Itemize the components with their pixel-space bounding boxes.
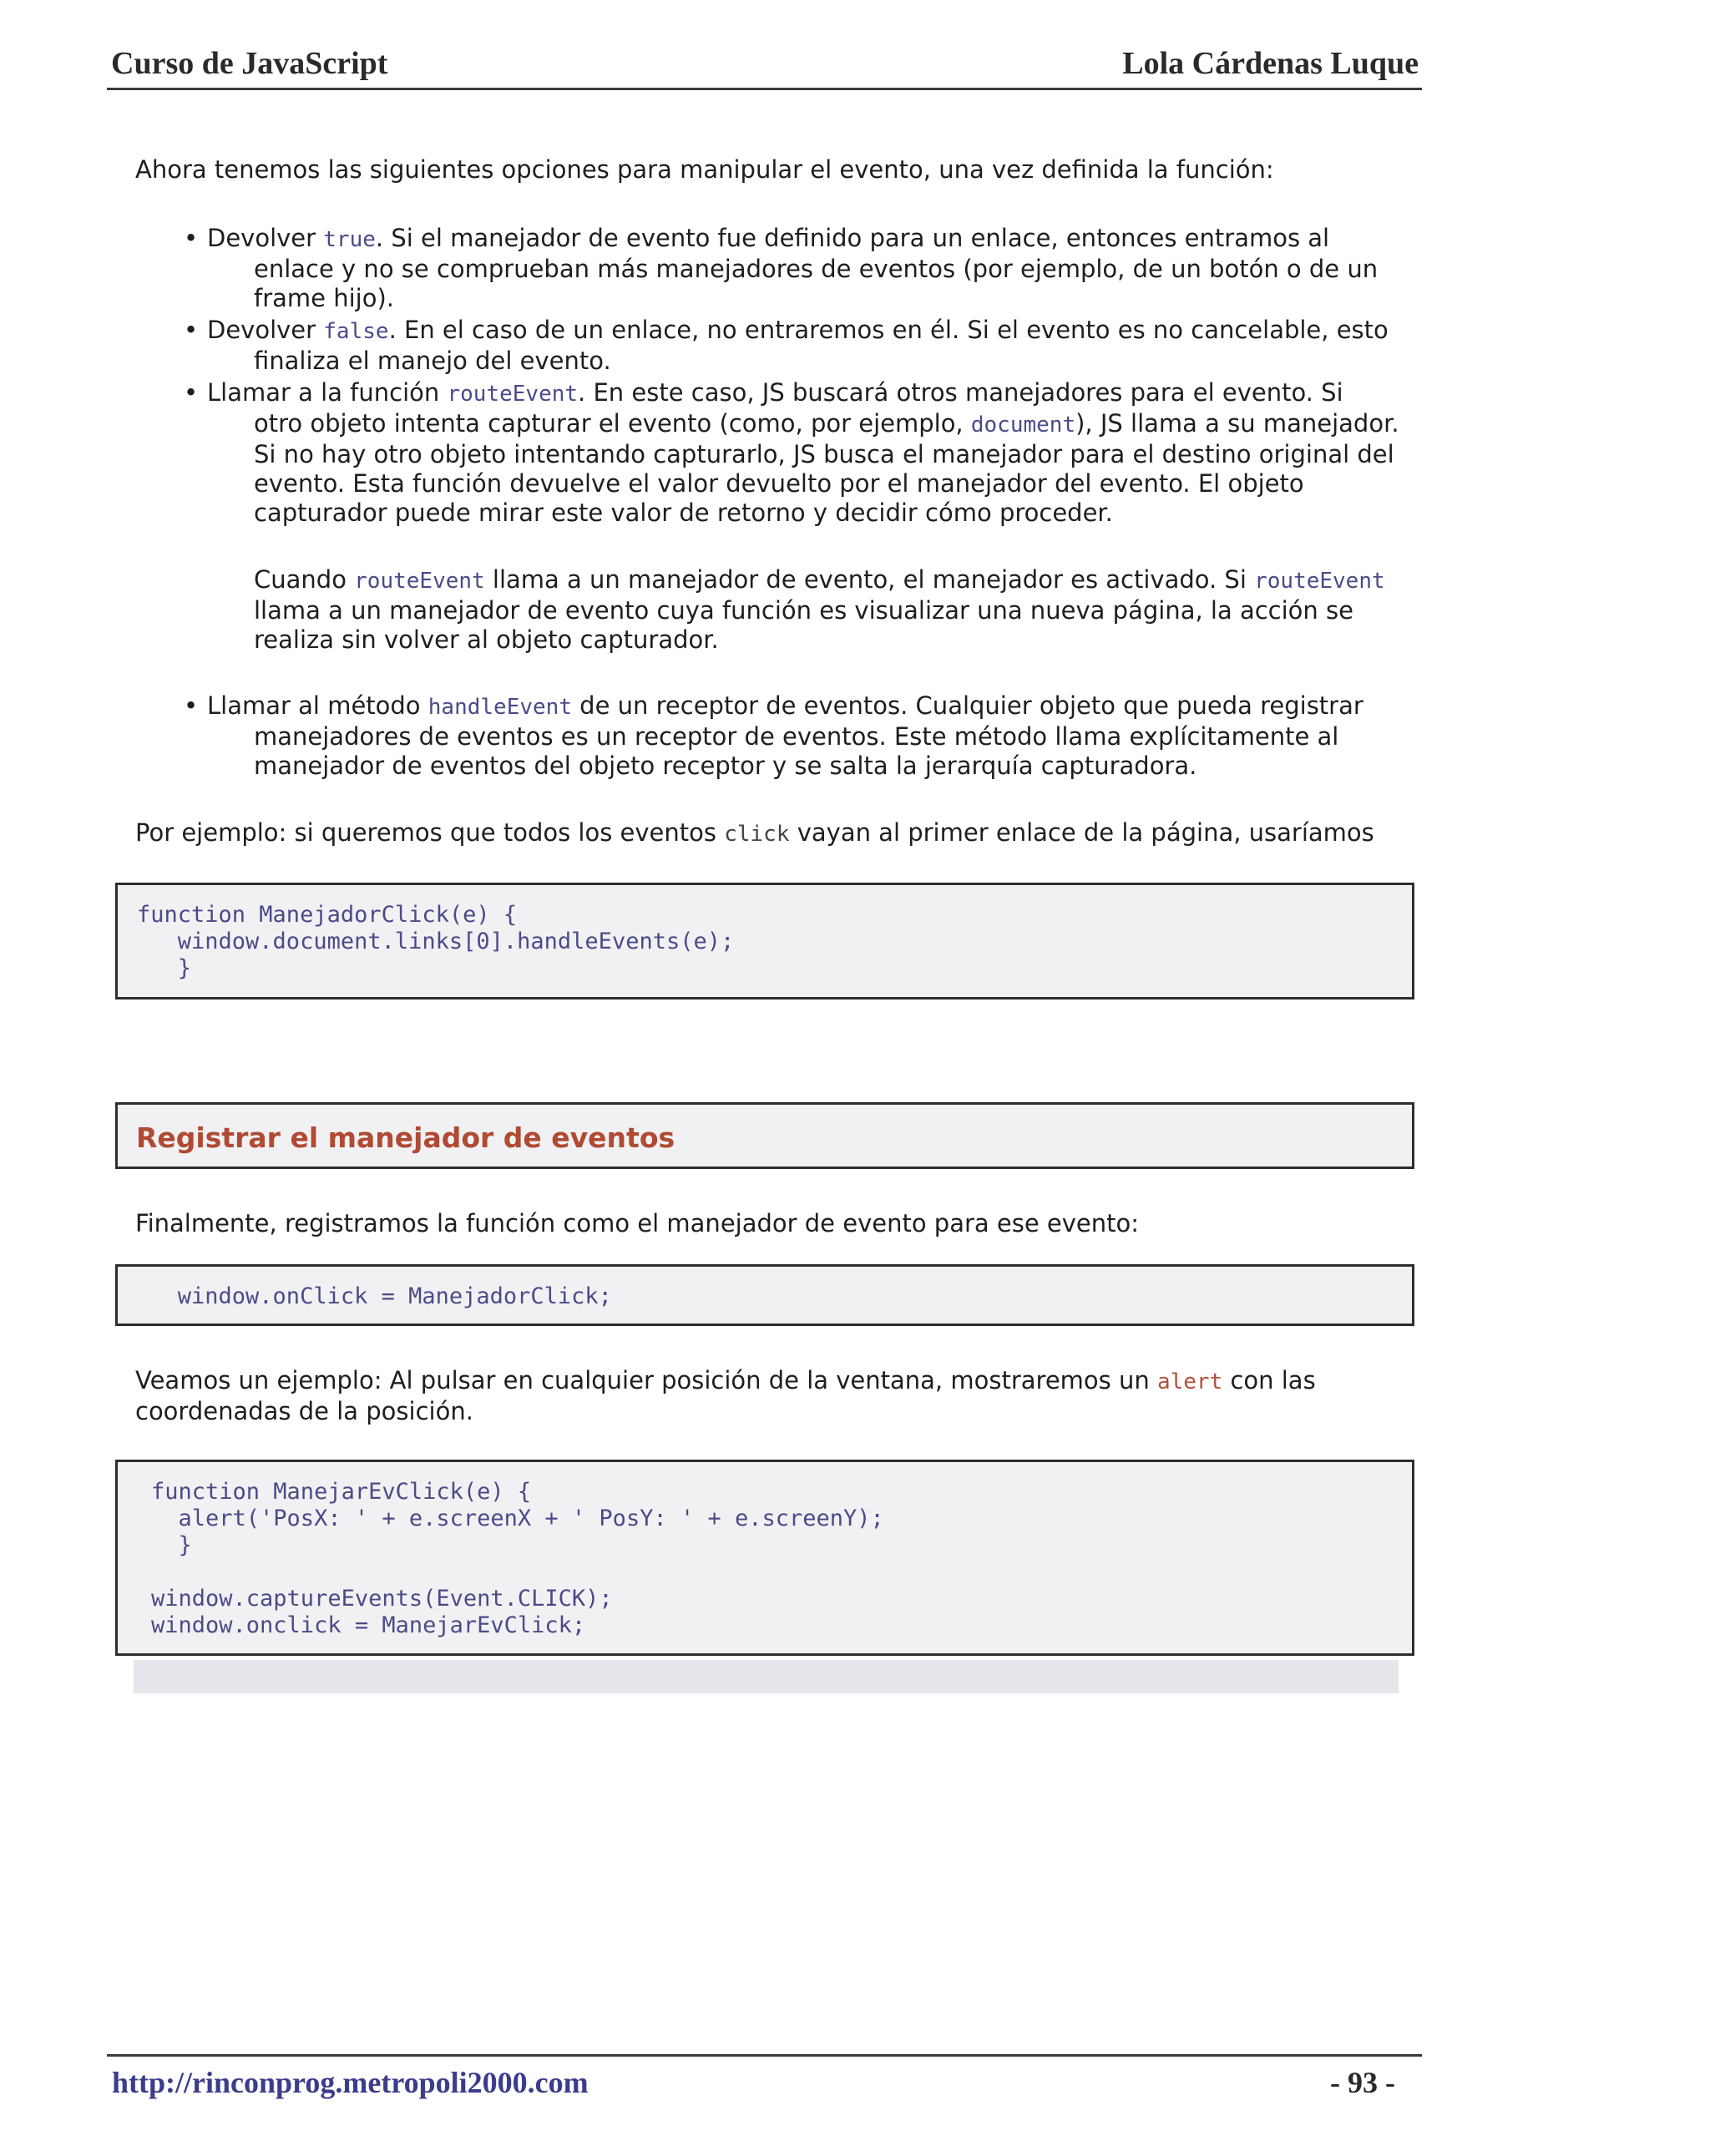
text: Devolver <box>207 316 324 344</box>
text: capturador puede mirar este valor de retorno y decidir cómo proceder. <box>254 499 1113 527</box>
text: Llamar al método <box>207 691 428 720</box>
intro-paragraph: Ahora tenemos las siguientes opciones para manipular el evento, una vez definida la función: <box>135 155 1274 184</box>
code-inline: routeEvent <box>354 569 485 594</box>
text: frame hijo). <box>254 284 394 312</box>
text: manejadores de eventos es un receptor de eventos. Este método llama explícitamente al <box>254 722 1339 751</box>
code-inline: click <box>724 822 790 847</box>
text: Llamar a la función <box>207 378 448 407</box>
bullet-icon: • <box>184 224 199 252</box>
text: . Si el manejador de evento fue definido para un enlace, entonces entramos al <box>375 224 1330 252</box>
page-number: - 93 - <box>1330 2066 1395 2099</box>
code-text: function ManejadorClick(e) { window.document.links[0].handleEvents(e); } <box>137 902 735 981</box>
code-block <box>115 1264 1414 1326</box>
text: de un receptor de eventos. Cualquier objeto que pueda registrar <box>571 691 1363 720</box>
text: Por ejemplo: si queremos que todos los eventos <box>135 818 725 847</box>
text: . En el caso de un enlace, no entraremos en él. Si el evento es no cancelable, esto <box>388 316 1389 344</box>
bullet-icon: • <box>184 316 199 344</box>
text: manejador de eventos del objeto receptor y se salta la jerarquía capturadora. <box>254 752 1197 780</box>
text: con las <box>1222 1366 1316 1394</box>
footer-link[interactable]: http://rinconprog.metropoli2000.com <box>112 2066 589 2099</box>
code-inline: true <box>323 227 376 252</box>
course-title: Curso de JavaScript <box>111 46 388 81</box>
page-header <box>107 42 1422 90</box>
code-block <box>115 883 1414 1000</box>
text: Cuando <box>254 565 355 594</box>
text: Devolver <box>207 224 324 252</box>
code-inline: false <box>323 319 389 344</box>
code-text: function ManejarEvClick(e) { alert('PosX: ' + e.screenX + ' PosY: ' + e.screenY); } window.captureEvents(Event.CLICK); window.onclick = ManejarEvClick; <box>151 1479 884 1638</box>
code-inline: document <box>970 412 1076 438</box>
text: llama a un manejador de evento, el manejador es activado. Si <box>484 565 1255 594</box>
section-title: Registrar el manejador de eventos <box>136 1121 675 1154</box>
text: otro objeto intenta capturar el evento (como, por ejemplo, <box>254 409 971 438</box>
bullet-icon: • <box>184 691 199 720</box>
text: finaliza el manejo del evento. <box>254 347 611 375</box>
text: . En este caso, JS buscará otros manejadores para el evento. Si <box>578 378 1343 407</box>
text: evento. Esta función devuelve el valor devuelto por el manejador del evento. El objeto <box>254 469 1304 498</box>
text: Si no hay otro objeto intentando capturarlo, JS busca el manejador para el destino original del <box>254 440 1394 468</box>
code-inline: alert <box>1156 1369 1223 1394</box>
section-header <box>115 1102 1414 1169</box>
code-inline: handleEvent <box>428 695 572 720</box>
text: Veamos un ejemplo: Al pulsar en cualquier posición de la ventana, mostraremos un <box>135 1366 1157 1394</box>
bullet-icon: • <box>184 378 199 407</box>
text: enlace y no se comprueban más manejadores de eventos (por ejemplo, de un botón o de un <box>254 255 1379 283</box>
text: llama a un manejador de evento cuya función es visualizar una nueva página, la acción se <box>254 596 1353 625</box>
list-item <box>184 316 1403 376</box>
code-block-shadow <box>134 1660 1399 1693</box>
text: realiza sin volver al objeto capturador. <box>254 625 719 654</box>
code-text: window.onClick = ManejadorClick; <box>137 1283 612 1309</box>
list-item <box>184 691 1403 781</box>
finally-paragraph: Finalmente, registramos la función como el manejador de evento para ese evento: <box>135 1209 1140 1237</box>
code-block <box>115 1460 1414 1656</box>
text: ), JS llama a su manejador. <box>1075 409 1399 438</box>
list-item <box>184 224 1403 313</box>
text: vayan al primer enlace de la página, usaríamos <box>789 818 1374 847</box>
text: coordenadas de la posición. <box>135 1397 473 1425</box>
page-footer <box>107 2054 1422 2107</box>
list-item <box>184 378 1403 655</box>
code-inline: routeEvent <box>447 382 579 407</box>
example-paragraph <box>135 818 1413 849</box>
example2-paragraph <box>135 1366 1413 1426</box>
author-name: Lola Cárdenas Luque <box>1122 46 1419 81</box>
code-inline: routeEvent <box>1254 569 1385 594</box>
